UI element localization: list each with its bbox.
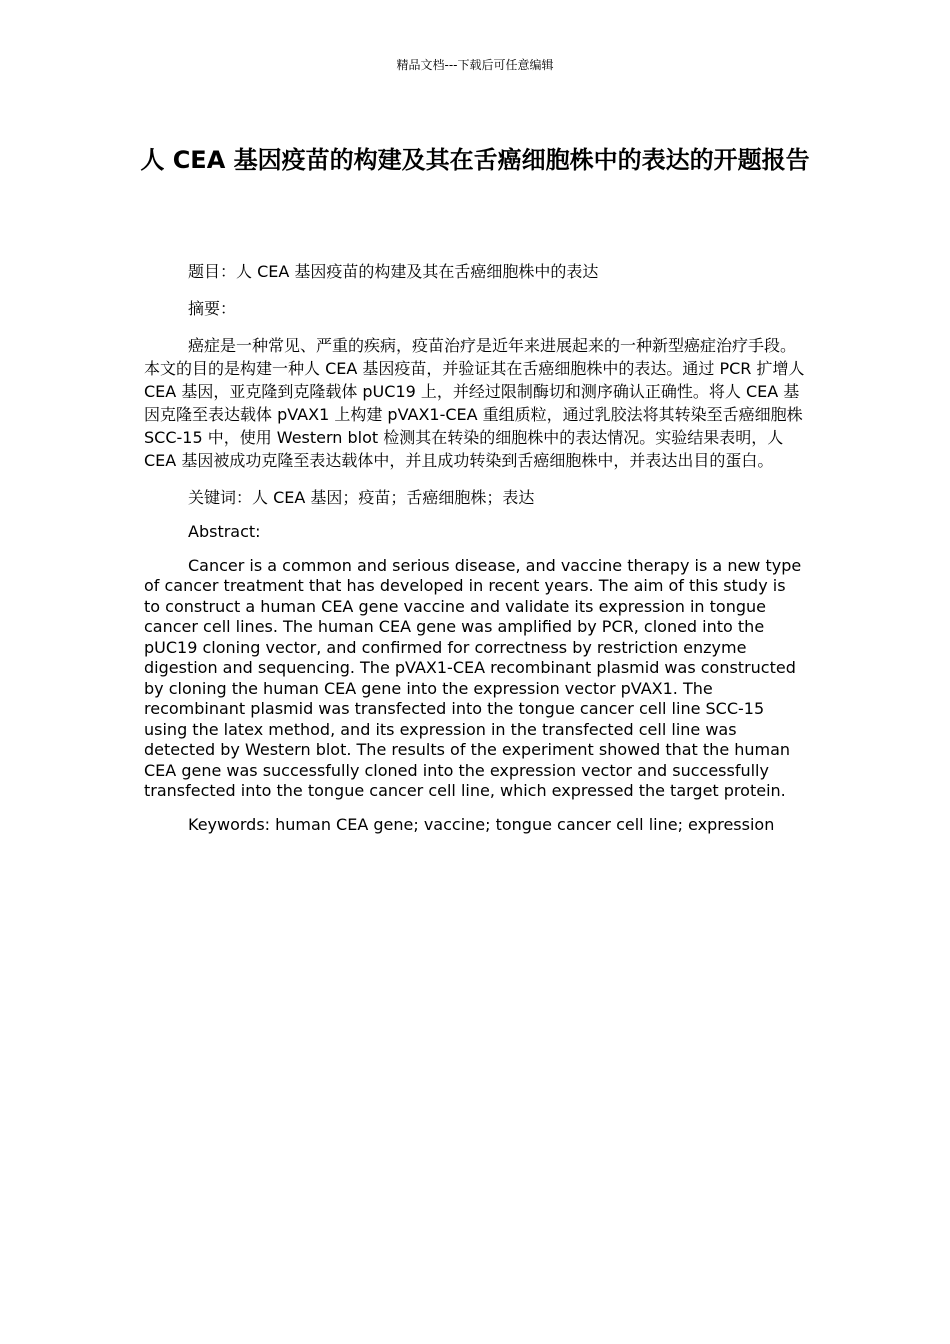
keywords-cn: 关键词：人 CEA 基因；疫苗；舌癌细胞株；表达 <box>188 488 535 507</box>
topic-line: 题目：人 CEA 基因疫苗的构建及其在舌癌细胞株中的表达 <box>188 262 599 281</box>
header-note: 精品文档---下载后可任意编辑 <box>396 58 554 72</box>
document-title: 人 CEA 基因疫苗的构建及其在舌癌细胞株中的表达的开题报告 <box>140 146 810 174</box>
abstract-en-text: Cancer is a common and serious disease, and vaccine therapy is a new type of cancer treatment that has developed in recent years. The aim of this study is to construct a human CEA gene vaccine and validate its expression in tongue cancer cell lines. The human CEA gene was amplified by PCR, cloned into the pUC19 cloning vector, and confirmed for correctness by restriction enzyme digestion and sequencing. The pVAX1-CEA recombinant plasmid was constructed by cloning the human CEA gene into the expression vector pVAX1. The recombinant plasmid was transfected into the tongue cancer cell line SCC-15 using the latex method, and its expression in the transfected cell line was detected by Western blot. The results of the experiment showed that the human CEA gene was successfully cloned into the expression vector and successfully transfected into the tongue cancer cell line, which expressed the target protein. <box>144 555 802 800</box>
document-body <box>144 260 806 835</box>
abstract-en-label: Abstract: <box>188 522 261 541</box>
abstract-label: 摘要： <box>188 299 237 318</box>
abstract-text: 癌症是一种常见、严重的疾病，疫苗治疗是近年来进展起来的一种新型癌症治疗手段。本文的目的是构建一种人 CEA 基因疫苗，并验证其在舌癌细胞株中的表达。通过 PCR 扩增人 CEA 基因，亚克隆到克隆载体 pUC19 上，并经过限制酶切和测序确认正确性。将人 CEA 基因克隆至表达载体 pVAX1 上构建 pVAX1-CEA 重组质粒，通过乳胶法将其转染至舌癌细胞株 SCC-15 中，使用 Western blot 检测其在转染的细胞株中的表达情况。实验结果表明，人 CEA 基因被成功克隆至表达载体中，并且成功转染到舌癌细胞株中，并表达出目的蛋白。 <box>144 336 805 470</box>
keywords-en: Keywords: human CEA gene; vaccine; tongue cancer cell line; expression <box>188 814 775 834</box>
